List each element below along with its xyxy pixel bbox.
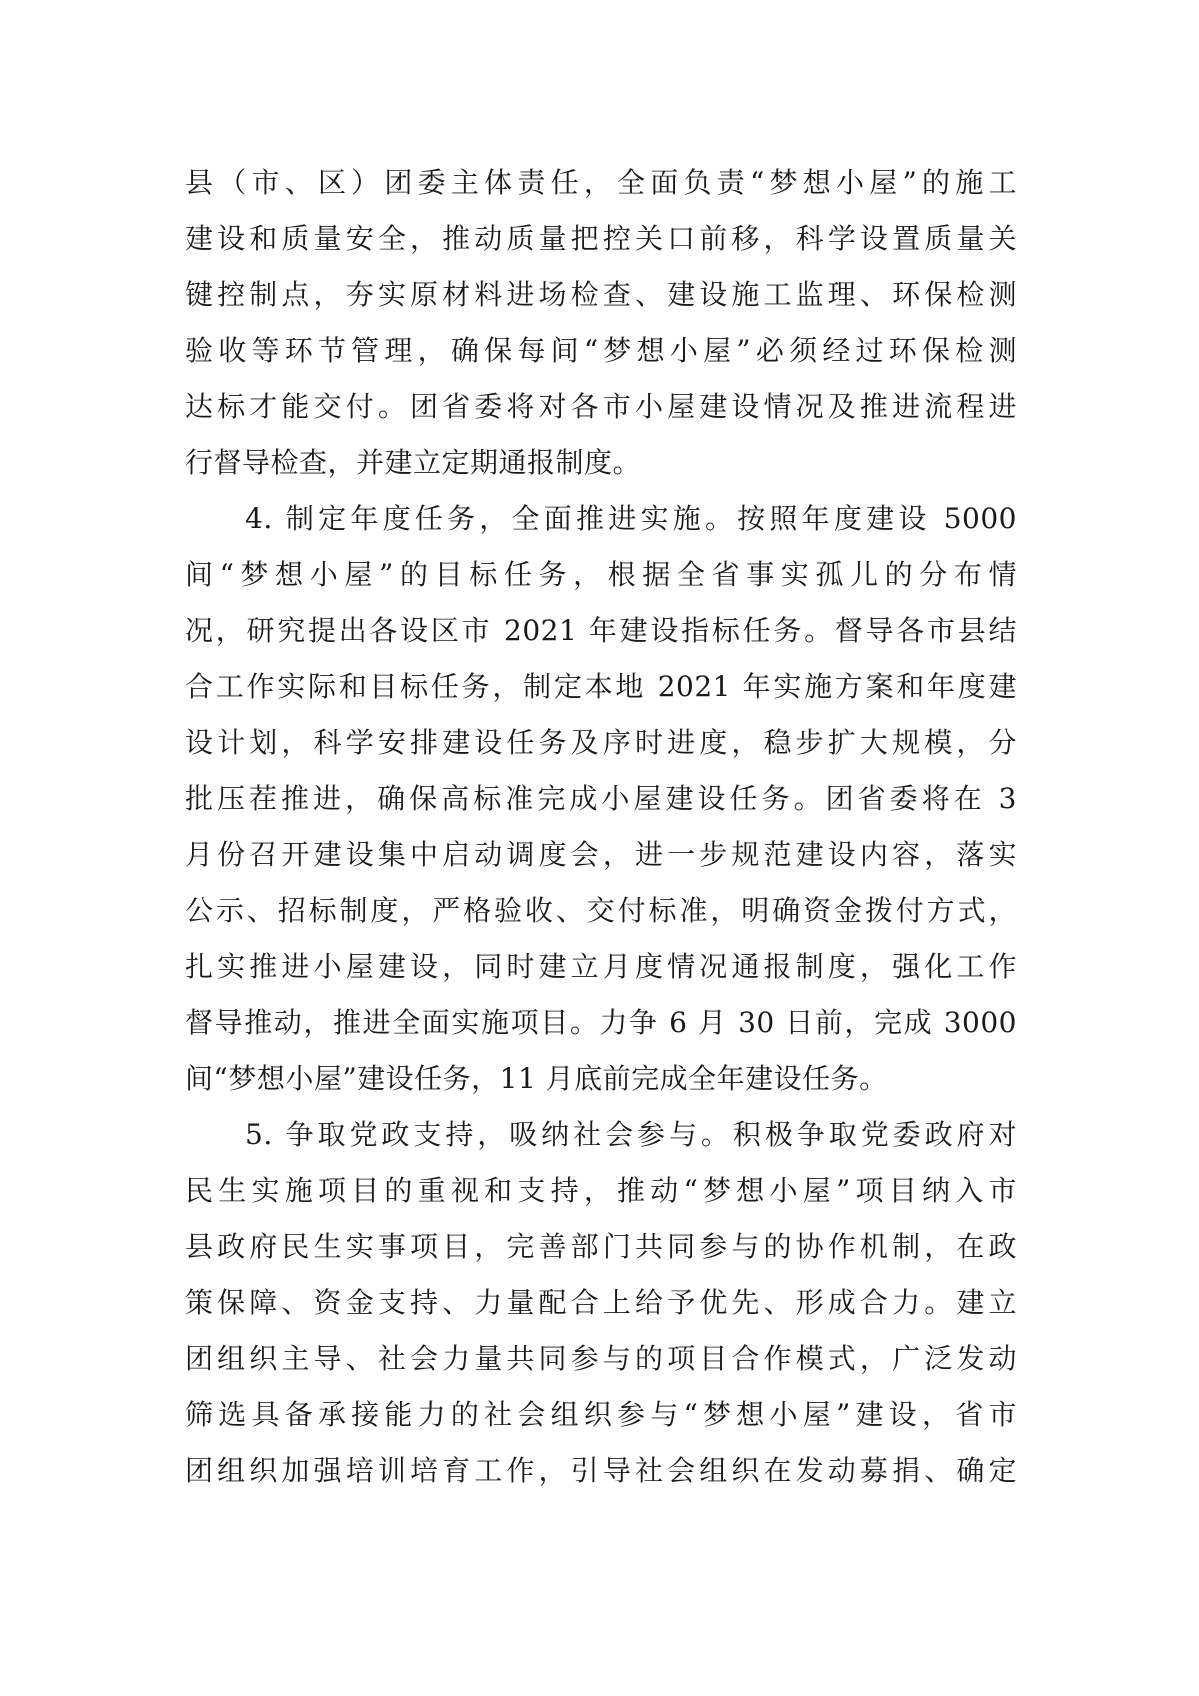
text-line: 筛选具备承接能力的社会组织参与“梦想小屋”建设，省市 — [185, 1398, 1017, 1431]
text-line: 键控制点，夯实原材料进场检查、建设施工监理、环保检测 — [185, 278, 1017, 311]
paragraph-heading-line: 4. 制定年度任务，全面推进实施。按照年度建设 5000 — [245, 502, 1017, 535]
text-line: 间“梦想小屋”建设任务，11 月底前完成全年建设任务。 — [185, 1062, 888, 1095]
text-line: 月份召开建设集中启动调度会，进一步规范建设内容，落实 — [185, 838, 1017, 871]
text-line: 督导推动，推进全面实施项目。力争 6 月 30 日前，完成 3000 — [185, 1006, 1017, 1039]
text-line: 策保障、资金支持、力量配合上给予优先、形成合力。建立 — [185, 1286, 1017, 1319]
text-line: 建设和质量安全，推动质量把控关口前移，科学设置质量关 — [185, 222, 1017, 255]
text-line: 扎实推进小屋建设，同时建立月度情况通报制度，强化工作 — [185, 950, 1017, 983]
text-line: 公示、招标制度，严格验收、交付标准，明确资金拨付方式， — [185, 894, 1017, 927]
text-line: 间“梦想小屋”的目标任务，根据全省事实孤儿的分布情 — [185, 558, 1017, 591]
text-line: 合工作实际和目标任务，制定本地 2021 年实施方案和年度建 — [185, 670, 1017, 703]
text-line: 团组织加强培训培育工作，引导社会组织在发动募捐、确定 — [185, 1454, 1017, 1487]
text-line: 批压茬推进，确保高标准完成小屋建设任务。团省委将在 3 — [185, 782, 1017, 815]
text-line: 县政府民生实事项目，完善部门共同参与的协作机制，在政 — [185, 1230, 1017, 1263]
paragraph-heading-line: 5. 争取党政支持，吸纳社会参与。积极争取党委政府对 — [245, 1118, 1017, 1151]
text-line: 民生实施项目的重视和支持，推动“梦想小屋”项目纳入市 — [185, 1174, 1017, 1207]
paragraph-p3-continued — [185, 155, 1017, 491]
paragraph-p4 — [185, 491, 1017, 1107]
text-line: 团组织主导、社会力量共同参与的项目合作模式，广泛发动 — [185, 1342, 1017, 1375]
text-line: 县（市、区）团委主体责任，全面负责“梦想小屋”的施工 — [185, 166, 1017, 199]
document-page — [185, 155, 1017, 1499]
text-line: 设计划，科学安排建设任务及序时进度，稳步扩大规模，分 — [185, 726, 1017, 759]
text-line: 达标才能交付。团省委将对各市小屋建设情况及推进流程进 — [185, 390, 1017, 423]
text-line: 况，研究提出各设区市 2021 年建设指标任务。督导各市县结 — [185, 614, 1017, 647]
text-line: 行督导检查，并建立定期通报制度。 — [185, 446, 642, 479]
text-line: 验收等环节管理，确保每间“梦想小屋”必须经过环保检测 — [185, 334, 1017, 367]
paragraph-p5 — [185, 1107, 1017, 1499]
